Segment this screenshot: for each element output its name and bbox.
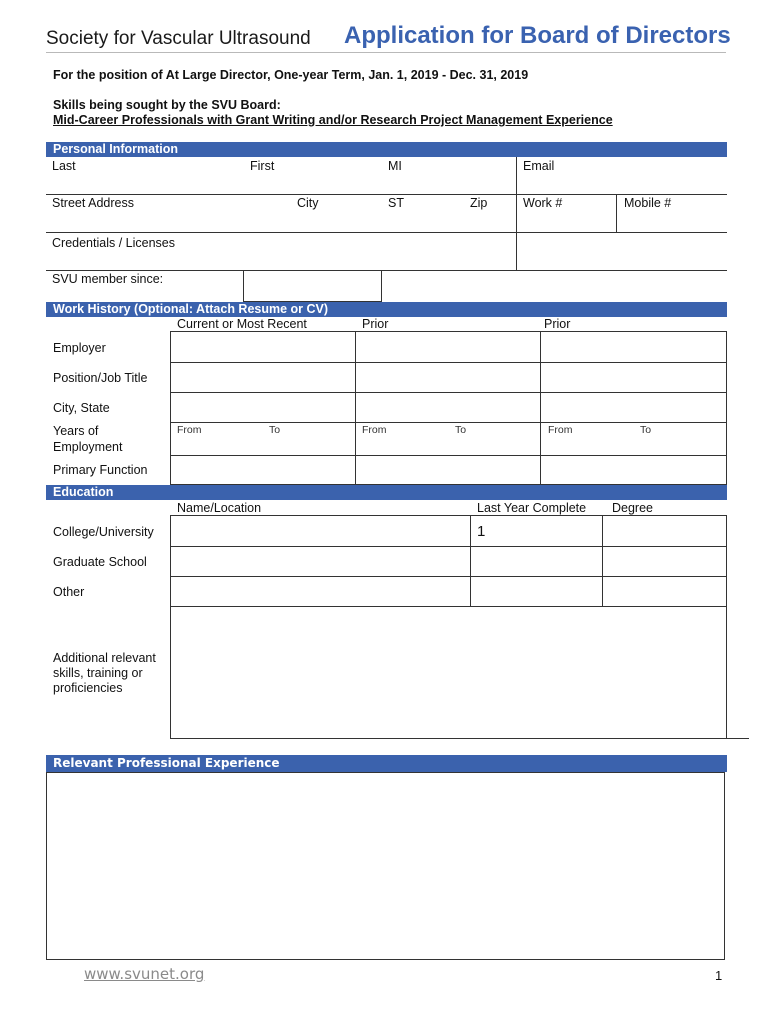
- personal-info-heading: Personal Information: [53, 142, 179, 156]
- primary-function-label: Primary Function: [53, 463, 148, 477]
- column-prior-2: Prior: [544, 317, 571, 331]
- header-divider: [46, 52, 726, 53]
- grid-column-divider: [602, 515, 603, 607]
- phone-divider: [616, 194, 617, 233]
- email-label: Email: [523, 159, 555, 173]
- footer-website-link[interactable]: www.svunet.org: [84, 965, 205, 983]
- page-title: Application for Board of Directors: [344, 22, 731, 49]
- to-label: To: [640, 424, 652, 436]
- other-label: Other: [53, 585, 85, 599]
- row-divider: [46, 194, 727, 195]
- experience-field[interactable]: [46, 772, 725, 960]
- position-line: For the position of At Large Director, One-year Term, Jan. 1, 2019 - Dec. 31, 2019: [53, 68, 529, 82]
- college-label: College/University: [53, 525, 154, 539]
- column-last-year: Last Year Complete: [477, 501, 587, 515]
- to-label: To: [269, 424, 281, 436]
- member-since-field[interactable]: [243, 270, 382, 302]
- years-label-line1: Years of: [53, 424, 99, 438]
- to-label: To: [455, 424, 467, 436]
- column-degree: Degree: [612, 501, 653, 515]
- mobile-phone-label: Mobile #: [624, 196, 672, 210]
- grid-row-divider: [170, 455, 727, 456]
- employer-prior2-field[interactable]: [541, 332, 726, 361]
- grid-column-divider: [470, 515, 471, 607]
- column-name-location: Name/Location: [177, 501, 262, 515]
- skills-bottom-line: [170, 738, 749, 739]
- city-state-label: City, State: [53, 401, 110, 415]
- employer-label: Employer: [53, 341, 106, 355]
- last-name-label: Last: [52, 159, 76, 173]
- skills-detail: Mid-Career Professionals with Grant Writing and/or Research Project Management Experience: [53, 113, 613, 127]
- column-current: Current or Most Recent: [177, 317, 307, 331]
- city-label: City: [297, 196, 319, 210]
- work-phone-label: Work #: [523, 196, 563, 210]
- mi-label: MI: [388, 159, 402, 173]
- grid-row-divider: [170, 546, 727, 547]
- work-history-heading: Work History (Optional: Attach Resume or CV): [53, 302, 329, 316]
- from-label: From: [362, 424, 387, 436]
- column-prior-1: Prior: [362, 317, 389, 331]
- employer-prior1-field[interactable]: [356, 332, 539, 361]
- additional-skills-field[interactable]: [170, 606, 727, 739]
- personal-info-header: [46, 142, 727, 157]
- first-name-label: First: [250, 159, 275, 173]
- member-since-label: SVU member since:: [52, 272, 164, 286]
- graduate-school-label: Graduate School: [53, 555, 147, 569]
- education-heading: Education: [53, 485, 114, 499]
- additional-skills-label-line2: skills, training or: [53, 666, 143, 680]
- work-history-header: [46, 302, 727, 317]
- zip-label: Zip: [470, 196, 488, 210]
- organization-name: Society for Vascular Ultrasound: [46, 28, 311, 49]
- row-divider: [46, 232, 727, 233]
- experience-header: [46, 755, 727, 772]
- grid-row-divider: [170, 362, 727, 363]
- from-label: From: [177, 424, 202, 436]
- street-address-label: Street Address: [52, 196, 134, 210]
- grid-row-divider: [170, 392, 727, 393]
- employer-current-field[interactable]: [171, 332, 354, 361]
- grid-row-divider: [170, 422, 727, 423]
- credentials-label: Credentials / Licenses: [52, 236, 175, 250]
- college-last-year-value[interactable]: 1: [477, 523, 486, 540]
- page-number: 1: [715, 968, 723, 983]
- years-label-line2: Employment: [53, 440, 123, 454]
- from-label: From: [548, 424, 573, 436]
- row-divider: [46, 270, 727, 271]
- experience-heading: Relevant Professional Experience: [53, 756, 280, 770]
- email-column-divider: [516, 157, 517, 271]
- state-label: ST: [388, 196, 404, 210]
- skills-heading: Skills being sought by the SVU Board:: [53, 98, 281, 112]
- education-header: [46, 485, 727, 500]
- grid-row-divider: [170, 576, 727, 577]
- additional-skills-label-line3: proficiencies: [53, 681, 123, 695]
- education-grid: [170, 515, 727, 607]
- position-label: Position/Job Title: [53, 371, 148, 385]
- additional-skills-label-line1: Additional relevant: [53, 651, 156, 665]
